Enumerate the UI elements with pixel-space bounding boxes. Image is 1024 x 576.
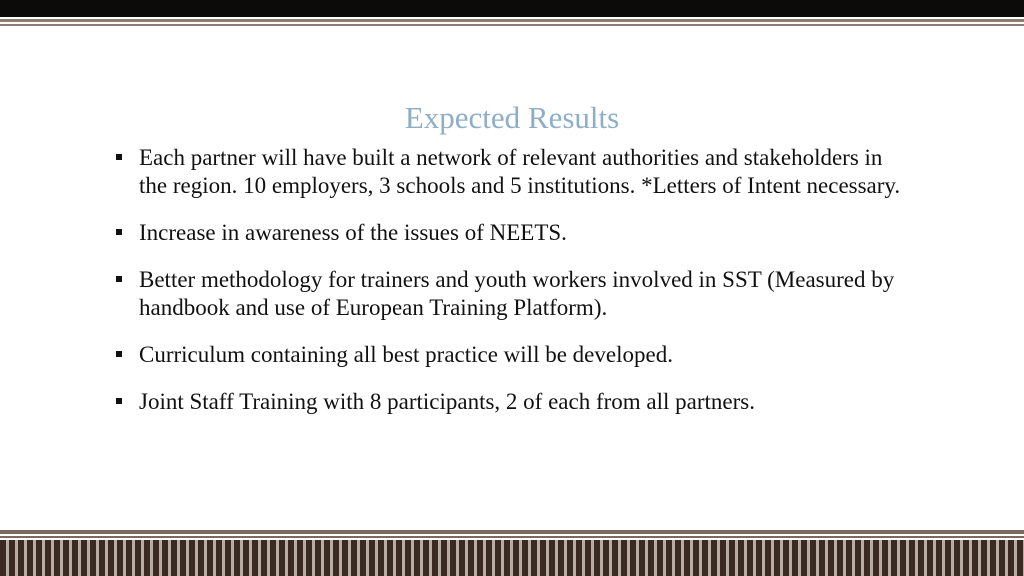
list-item-text: Curriculum containing all best practice will be developed.: [139, 342, 673, 367]
bullet-list: [116, 144, 916, 435]
list-item: [116, 144, 916, 200]
list-item-text: Increase in awareness of the issues of NEETS.: [139, 220, 567, 245]
bottom-accent-line: [0, 530, 1024, 534]
list-item: [116, 266, 916, 322]
square-bullet-icon: [116, 351, 122, 357]
list-item-text: Better methodology for trainers and youth workers involved in SST (Measured by handbook and use of European Training Platform).: [139, 267, 895, 320]
list-item: [116, 219, 916, 247]
top-accent-line-thin: [0, 24, 1024, 26]
bottom-striped-band: [0, 540, 1024, 576]
square-bullet-icon: [116, 154, 122, 160]
list-item-text: Each partner will have built a network of relevant authorities and stakeholders in the region. 10 employers, 3 schools and 5 institutions. *Letters of Intent necessary.: [139, 145, 901, 198]
slide-title: Expected Results: [404, 100, 620, 135]
list-item-text: Joint Staff Training with 8 participants, 2 of each from all partners.: [139, 389, 755, 414]
list-item: [116, 341, 916, 369]
list-item: [116, 388, 916, 416]
bottom-accent-line-thin: [0, 536, 1024, 538]
top-accent-line: [0, 19, 1024, 22]
square-bullet-icon: [116, 229, 122, 235]
top-decorative-band: [0, 0, 1024, 17]
square-bullet-icon: [116, 398, 122, 404]
square-bullet-icon: [116, 276, 122, 282]
